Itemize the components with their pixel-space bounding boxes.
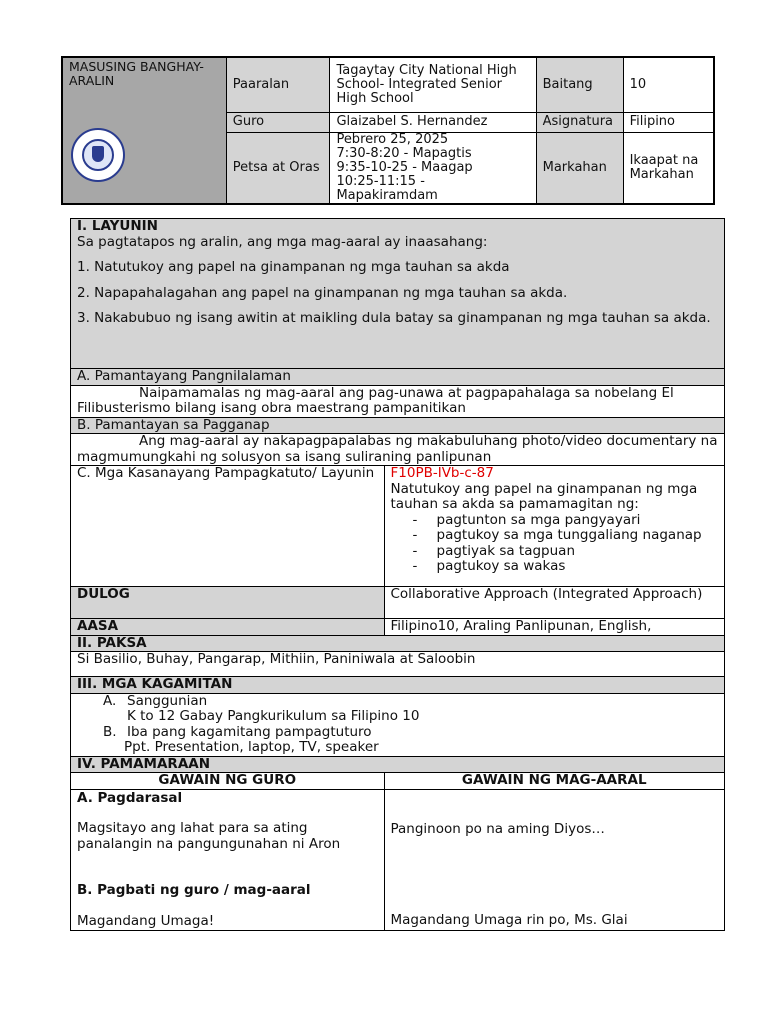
petsa-line: 10:25-11:15 - Mapakiramdam [336, 173, 438, 203]
pagbati-heading: B. Pagbati ng guro / mag-aaral [77, 882, 311, 898]
pamamaraan-guro-cell [71, 789, 385, 930]
paksa-label: II. PAKSA [71, 635, 725, 652]
pagdarasal-heading: A. Pagdarasal [77, 789, 183, 806]
col-header-guro: GAWAIN NG GURO [71, 773, 385, 790]
pamantayang-pangnilalaman-label: A. Pamantayang Pangnilalaman [71, 369, 725, 386]
kasanayan-list [391, 513, 719, 575]
petsa-line: Pebrero 25, 2025 [336, 131, 449, 147]
kasanayan-text: Natutukoy ang papel na ginampanan ng mga tauhan sa akda sa pamamagitan ng: [390, 480, 698, 512]
pagbati-magaaral: Magandang Umaga rin po, Ms. Glai [390, 912, 628, 928]
paaralan-value: Tagaytay City National High School- Integrated Senior High School [330, 57, 536, 112]
kagamitan-a: A. Sanggunian [103, 692, 208, 709]
deped-seal-icon [71, 128, 125, 182]
kasanayan-label: C. Mga Kasanayang Pampagkatuto/ Layunin [71, 466, 385, 587]
petsa-line: 7:30-8:20 - Mapagtis [336, 145, 472, 161]
aasa-value: Filipino10, Araling Panlipunan, English, [384, 619, 725, 636]
paksa-value: Si Basilio, Buhay, Pangarap, Mithiin, Paniniwala at Saloobin [71, 652, 725, 677]
kasanayan-content [384, 466, 725, 587]
layunin-heading: I. LAYUNIN [77, 218, 158, 234]
guro-label: Guro [226, 112, 330, 132]
lesson-plan-table [70, 218, 725, 931]
layunin-item: 2. Napapahalagahan ang papel na ginampanan ng mga tauhan sa akda. [77, 284, 568, 301]
asignatura-label: Asignatura [536, 112, 623, 132]
pagdarasal-guro: Magsitayo ang lahat para sa ating panalangin na pangungunahan ni Aron [77, 820, 341, 852]
doc-title-cell [62, 57, 226, 204]
layunin-item: 1. Natutukoy ang papel na ginampanan ng mga tauhan sa akda [77, 259, 510, 275]
pamamaraan-label: IV. PAMAMARAAN [71, 756, 725, 773]
asignatura-value: Filipino [623, 112, 714, 132]
petsa-label: Petsa at Oras [226, 132, 330, 204]
baitang-label: Baitang [536, 57, 623, 112]
guro-value: Glaizabel S. Hernandez [330, 112, 536, 132]
kagamitan-b-value: Ppt. Presentation, laptop, TV, speaker [124, 739, 379, 755]
kagamitan-a-value: K to 12 Gabay Pangkurikulum sa Filipino 10 [127, 708, 420, 724]
dulog-value: Collaborative Approach (Integrated Approach) [384, 587, 725, 619]
markahan-value: Ikaapat na Markahan [623, 132, 714, 204]
dulog-label: DULOG [71, 587, 385, 619]
pagdarasal-magaaral: Panginoon po na aming Diyos… [390, 820, 605, 837]
list-item: - pagtukoy sa mga tunggaliang naganap [413, 528, 719, 544]
pamamaraan-magaaral-cell [384, 789, 725, 930]
petsa-value [330, 132, 536, 204]
kagamitan-label: III. MGA KAGAMITAN [71, 677, 725, 694]
list-item: - pagtunton sa mga pangyayari [413, 513, 719, 529]
baitang-value: 10 [623, 57, 714, 112]
markahan-label: Markahan [536, 132, 623, 204]
layunin-intro: Sa pagtatapos ng aralin, ang mga mag-aaral ay inaasahang: [77, 233, 488, 250]
kagamitan-content [71, 693, 725, 756]
pamantayan-sa-pagganap-text: Ang mag-aaral ay nakapagpapalabas ng makabuluhang photo/video documentary na magmumungkahi ng solusyon sa isang suliraning panlipunan [71, 434, 725, 466]
list-item: - pagtiyak sa tagpuan [413, 544, 719, 560]
pamantayang-pangnilalaman-text: Naipamamalas ng mag-aaral ang pag-unawa at pagpapahalaga sa nobelang El Filibusterismo bilang isang obra maestrang pampanitikan [71, 385, 725, 417]
layunin-item: 3. Nakabubuo ng isang awitin at maikling dula batay sa ginampanan ng mga tauhan sa akda. [77, 310, 711, 326]
doc-title: MASUSING BANGHAY-ARALIN [69, 59, 204, 88]
kasanayan-code: F10PB-IVb-c-87 [390, 465, 494, 481]
aasa-label: AASA [71, 619, 385, 636]
list-item: - pagtukoy sa wakas [413, 559, 719, 575]
pamantayan-sa-pagganap-label: B. Pamantayan sa Pagganap [71, 417, 725, 434]
kagamitan-b: B. Iba pang kagamitang pampagtuturo [103, 723, 372, 740]
paaralan-label: Paaralan [226, 57, 330, 112]
layunin-section [71, 219, 725, 369]
col-header-magaaral: GAWAIN NG MAG-AARAL [384, 773, 725, 790]
petsa-line: 9:35-10-25 - Maagap [336, 159, 473, 175]
pagbati-guro: Magandang Umaga! [77, 912, 215, 929]
header-table [61, 56, 715, 205]
